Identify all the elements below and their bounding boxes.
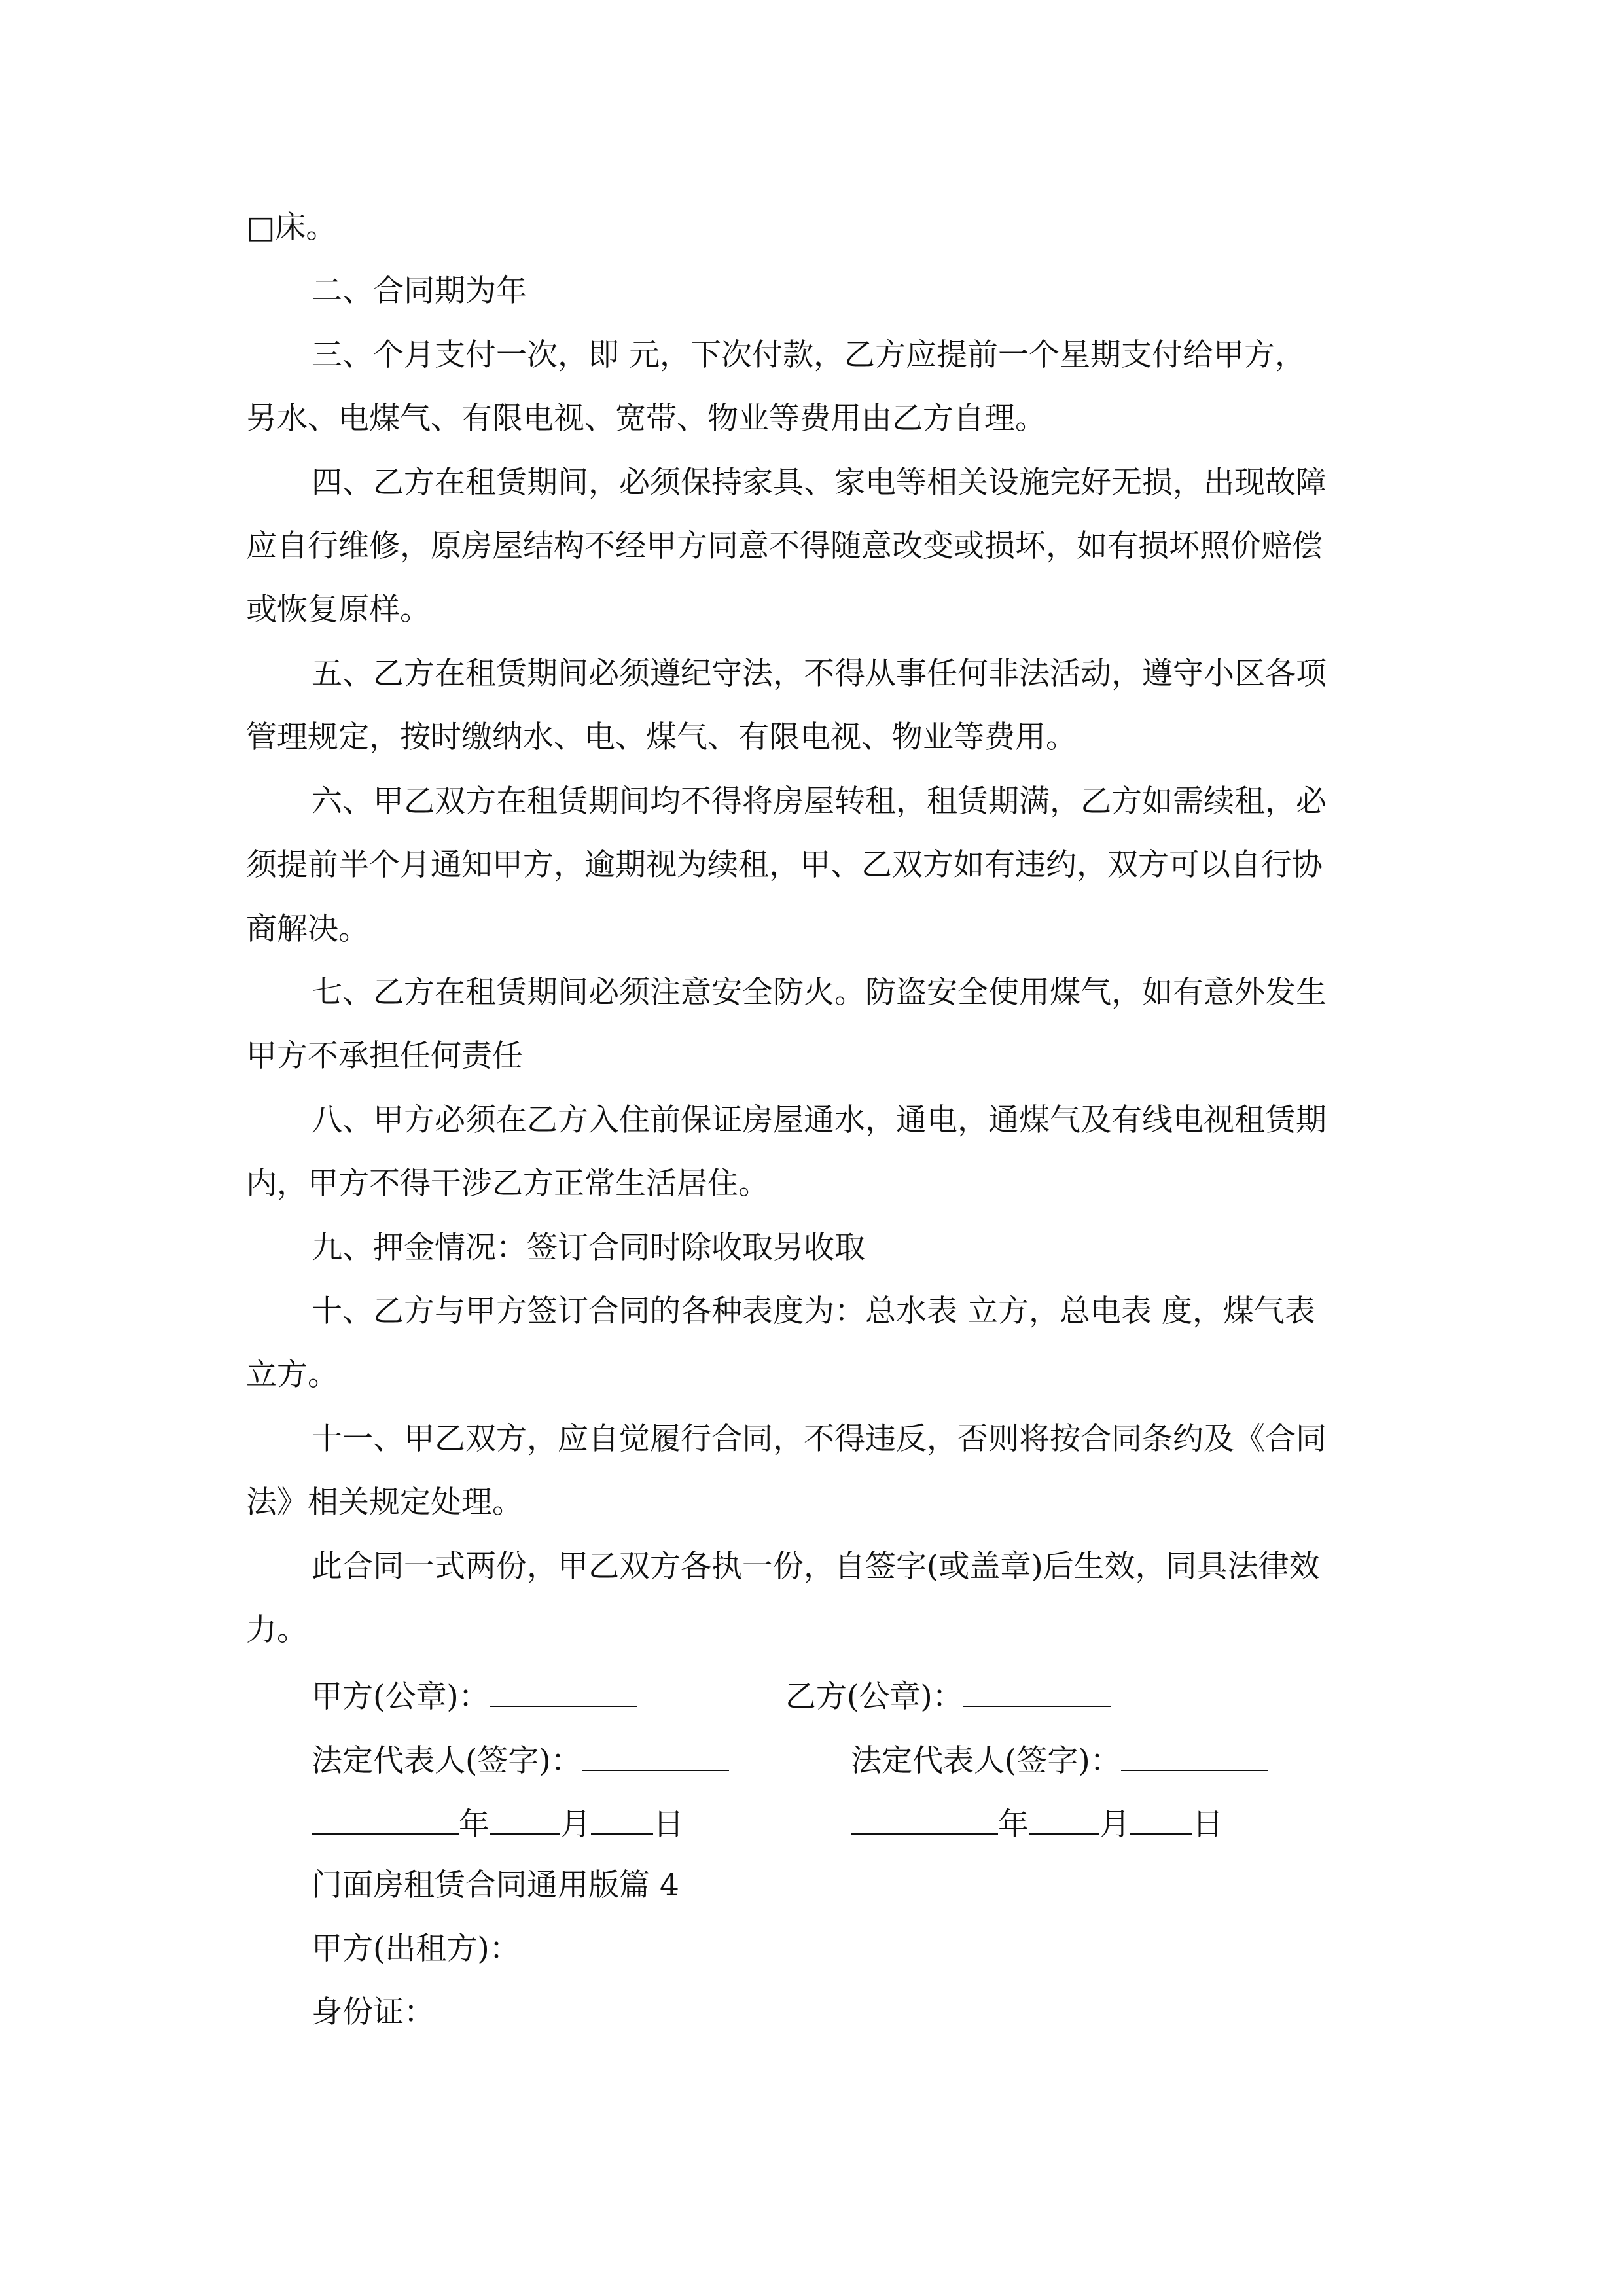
- date-b-day-blank[interactable]: [1130, 1802, 1192, 1835]
- clause-10: 十、乙方与甲方签订合同的各种表度为：总水表 立方，总电表 度，煤气表: [312, 1293, 1315, 1329]
- text-line: 应自行维修，原房屋结构不经甲方同意不得随意改变或损坏，如有损坏照价赔偿: [246, 528, 1323, 564]
- clause-2: 二、合同期为年: [312, 273, 527, 309]
- clause-11: 十一、甲乙双方，应自觉履行合同，不得违反，否则将按合同条约及《合同: [312, 1421, 1327, 1457]
- text-line: 须提前半个月通知甲方，逾期视为续租，甲、乙双方如有违约，双方可以自行协: [246, 847, 1323, 883]
- rep-b-line: [851, 1738, 1268, 1781]
- date-b-month-label: 月: [1099, 1806, 1130, 1842]
- date-b-year-label: 年: [998, 1806, 1029, 1842]
- date-a-year-label: 年: [459, 1806, 490, 1842]
- date-a-line: [312, 1802, 684, 1844]
- text-line: □床。: [246, 209, 337, 245]
- party-b-seal-label: 乙方(公章)：: [785, 1679, 963, 1715]
- rep-a-label: 法定代表人(签字)：: [312, 1743, 582, 1779]
- rep-a-line: [312, 1738, 729, 1781]
- clause-7: 七、乙方在租赁期间必须注意安全防火。防盗安全使用煤气，如有意外发生: [312, 975, 1327, 1011]
- party-a-seal-line: [312, 1674, 637, 1717]
- date-a-year-blank[interactable]: [312, 1802, 459, 1835]
- text-line: 力。: [246, 1612, 308, 1648]
- text-line: 商解决。: [246, 911, 369, 947]
- clause-6: 六、甲乙双方在租赁期间均不得将房屋转租，租赁期满，乙方如需续租，必: [312, 783, 1327, 819]
- date-b-month-blank[interactable]: [1029, 1802, 1099, 1835]
- clause-8: 八、甲方必须在乙方入住前保证房屋通水，通电，通煤气及有线电视租赁期: [312, 1102, 1327, 1138]
- text-line: 内，甲方不得干涉乙方正常生活居住。: [246, 1166, 769, 1202]
- clause-9: 九、押金情况：签订合同时除收取另收取: [312, 1230, 865, 1266]
- date-a-month-label: 月: [560, 1806, 591, 1842]
- rep-b-blank[interactable]: [1121, 1738, 1268, 1771]
- party-a-seal-label: 甲方(公章)：: [312, 1679, 490, 1715]
- section-heading: 门面房租赁合同通用版篇 4: [312, 1867, 679, 1903]
- date-a-month-blank[interactable]: [490, 1802, 560, 1835]
- text-line: 立方。: [246, 1357, 338, 1393]
- rep-b-label: 法定代表人(签字)：: [851, 1743, 1121, 1779]
- clause-3: 三、个月支付一次，即 元，下次付款，乙方应提前一个星期支付给甲方，: [312, 337, 1306, 373]
- rep-a-blank[interactable]: [582, 1738, 729, 1771]
- text-line: 甲方不承担任何责任: [246, 1038, 523, 1074]
- text-line: 管理规定，按时缴纳水、电、煤气、有限电视、物业等费用。: [246, 719, 1077, 755]
- id-card-label: 身份证：: [312, 1994, 435, 2030]
- clause-5: 五、乙方在租赁期间必须遵纪守法，不得从事任何非法活动，遵守小区各项: [312, 656, 1327, 692]
- clause-4: 四、乙方在租赁期间，必须保持家具、家电等相关设施完好无损，出现故障: [312, 465, 1327, 501]
- date-a-day-label: 日: [653, 1806, 684, 1842]
- date-b-line: [851, 1802, 1223, 1844]
- party-b-seal-blank[interactable]: [963, 1674, 1111, 1707]
- date-b-year-blank[interactable]: [851, 1802, 998, 1835]
- date-a-day-blank[interactable]: [591, 1802, 653, 1835]
- party-b-seal-line: [785, 1674, 1111, 1717]
- party-a-seal-blank[interactable]: [490, 1674, 637, 1707]
- party-a-lessor-label: 甲方(出租方)：: [312, 1931, 520, 1967]
- closing-clause: 此合同一式两份，甲乙双方各执一份，自签字(或盖章)后生效，同具法律效: [312, 1549, 1320, 1585]
- text-line: 法》相关规定处理。: [246, 1484, 523, 1520]
- date-b-day-label: 日: [1192, 1806, 1223, 1842]
- text-line: 另水、电煤气、有限电视、宽带、物业等费用由乙方自理。: [246, 401, 1046, 437]
- text-line: 或恢复原样。: [246, 592, 431, 628]
